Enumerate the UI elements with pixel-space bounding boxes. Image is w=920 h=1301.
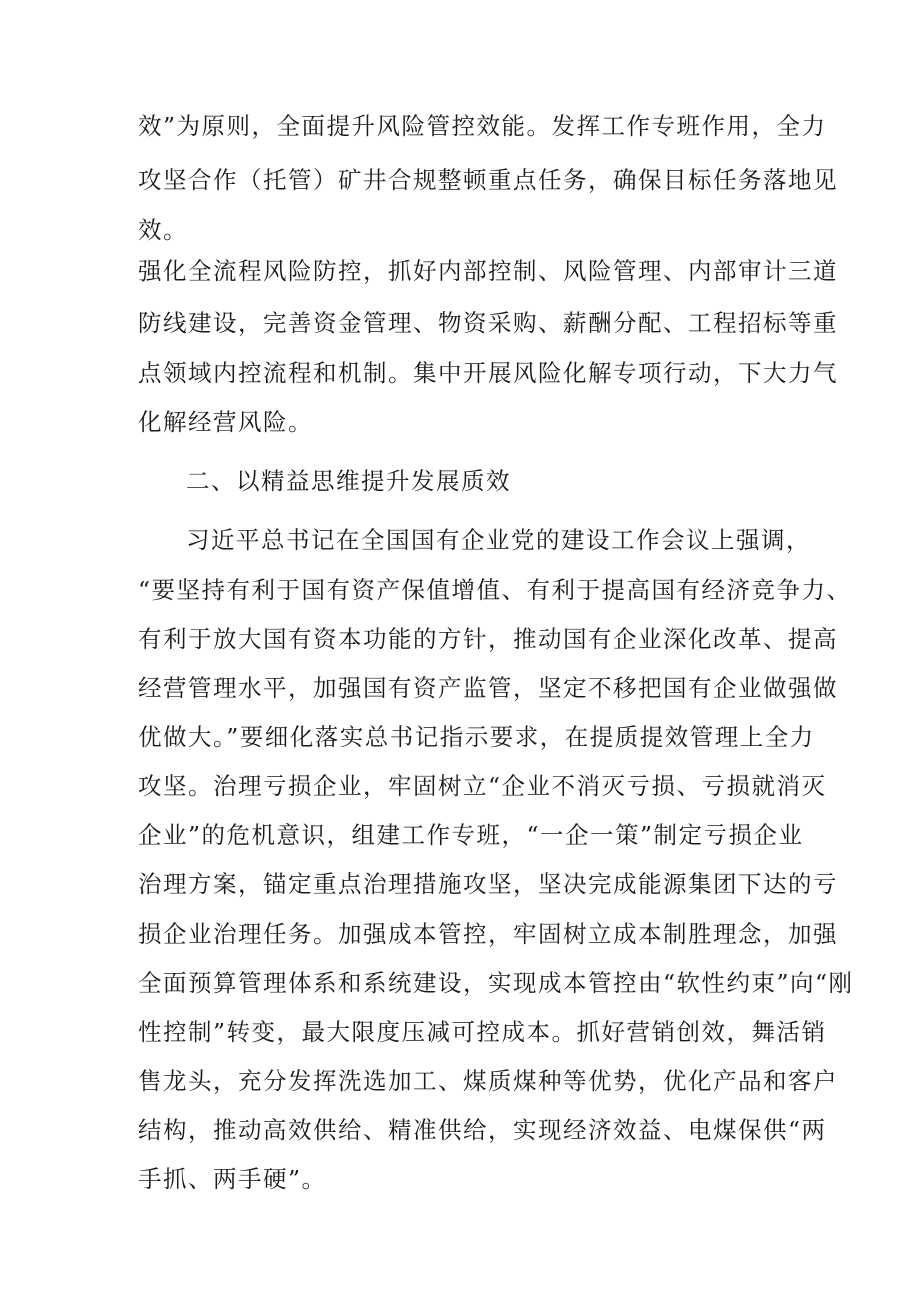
paragraph-1-line-2: 攻坚合作（托管）矿井合规整顿重点任务，确保目标任务落地见	[138, 166, 838, 194]
paragraph-1-line-3: 效。	[138, 216, 188, 244]
paragraph-3-line-1: 习近平总书记在全国国有企业党的建设工作会议上强调，	[186, 526, 811, 554]
paragraph-2-line-1: 强化全流程风险防控，抓好内部控制、风险管理、内部审计三道	[138, 257, 838, 285]
paragraph-2-line-2: 防线建设，完善资金管理、物资采购、薪酬分配、工程招标等重	[138, 309, 838, 337]
paragraph-3-line-13: 结构，推动高效供给、精准供给，实现经济效益、电煤保供“两	[138, 1116, 827, 1144]
paragraph-1-line-1: 效”为原则，全面提升风险管控效能。发挥工作专班作用，全力	[138, 112, 827, 140]
paragraph-3-line-11: 性控制”转变，最大限度压减可控成本。抓好营销创效，舞活销	[138, 1018, 827, 1046]
paragraph-2-line-4: 化解经营风险。	[138, 408, 313, 436]
paragraph-3-line-2: “要坚持有利于国有资产保值增值、有利于提高国有经济竞争力、	[138, 576, 852, 604]
paragraph-2-line-3: 点领域内控流程和机制。集中开展风险化解专项行动，下大力气	[138, 359, 838, 387]
paragraph-3-line-10: 全面预算管理体系和系统建设，实现成本管控由“软性约束”向“刚	[138, 969, 854, 997]
paragraph-3-line-8: 治理方案，锚定重点治理措施攻坚，坚决完成能源集团下达的亏	[138, 870, 838, 898]
paragraph-3-line-5: 优做大。”要细化落实总书记指示要求，在提质提效管理上全力	[138, 723, 815, 751]
paragraph-3-line-3: 有利于放大国有资本功能的方针，推动国有企业深化改革、提高	[138, 625, 838, 653]
paragraph-3-line-4: 经营管理水平，加强国有资产监管，坚定不移把国有企业做强做	[138, 674, 838, 702]
paragraph-3-line-7: 企业”的危机意识，组建工作专班，“一企一策”制定亏损企业	[138, 821, 804, 849]
paragraph-3-line-6: 攻坚。治理亏损企业，牢固树立“企业不消灭亏损、亏损就消灭	[138, 772, 827, 800]
paragraph-3-line-9: 损企业治理任务。加强成本管控，牢固树立成本制胜理念，加强	[138, 920, 838, 948]
paragraph-3-line-12: 售龙头，充分发挥洗选加工、煤质煤种等优势，优化产品和客户	[138, 1067, 838, 1095]
paragraph-3-line-14: 手抓、两手硬”。	[138, 1165, 327, 1193]
section-heading: 二、以精益思维提升发展质效	[186, 467, 511, 495]
